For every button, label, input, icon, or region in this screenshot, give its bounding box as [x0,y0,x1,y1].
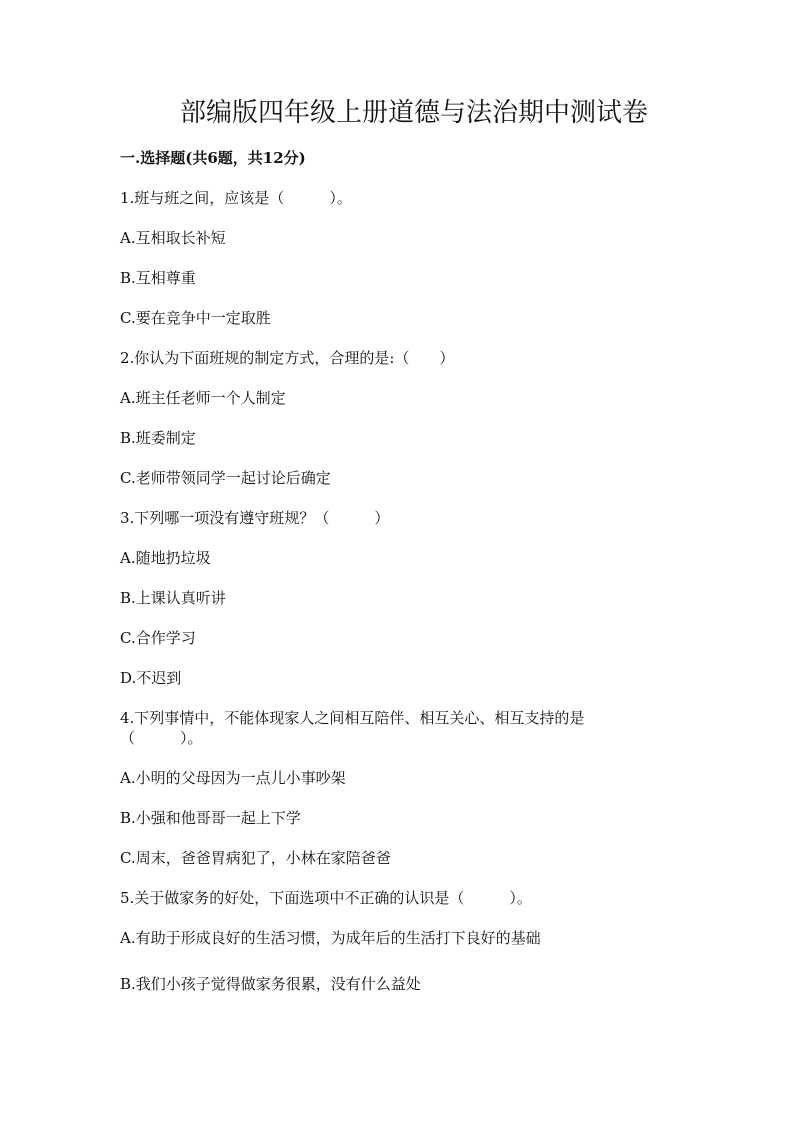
option-a: A.有助于形成良好的生活习惯，为成年后的生活打下良好的基础 [120,929,541,947]
question-stem: 3.下列哪一项没有遵守班规？（ ） [120,509,390,527]
option-b: B.小强和他哥哥一起上下学 [120,809,301,827]
question-stem: 1.班与班之间，应该是（ ）。 [120,189,352,207]
option-a: A.小明的父母因为一点儿小事吵架 [120,769,346,787]
option-b: B.上课认真听讲 [120,589,226,607]
question-1 [120,168,708,328]
question-list [120,168,708,994]
option-b: B.我们小孩子觉得做家务很累，没有什么益处 [120,975,421,993]
question-stem: 2.你认为下面班规的制定方式，合理的是:（ ） [120,349,455,367]
question-5 [120,868,708,994]
exam-title: 部编版四年级上册道德与法治期中测试卷 [179,98,648,128]
question-2 [120,328,708,488]
question-stem [120,688,708,748]
option-c: C.要在竞争中一定取胜 [120,309,271,327]
option-c: C.周末，爸爸胃病犯了，小林在家陪爸爸 [120,849,391,867]
option-b: B.班委制定 [120,429,196,447]
option-a: A.班主任老师一个人制定 [120,389,286,407]
option-a: A.随地扔垃圾 [120,549,211,567]
question-stem: 5.关于做家务的好处，下面选项中不正确的认识是（ ）。 [120,889,532,907]
question-3 [120,488,708,688]
option-b: B.互相尊重 [120,269,196,287]
question-4 [120,688,708,868]
section-heading: 一.选择题(共6题，共12分) [120,149,306,167]
question-stem-line-2: （ ）。 [120,729,203,747]
option-c: C.老师带领同学一起讨论后确定 [120,469,331,487]
question-stem-line-1: 4.下列事情中，不能体现家人之间相互陪伴、相互关心、相互支持的是 [120,709,585,727]
option-c: C.合作学习 [120,629,196,647]
option-a: A.互相取长补短 [120,229,226,247]
option-d: D.不迟到 [120,669,182,687]
